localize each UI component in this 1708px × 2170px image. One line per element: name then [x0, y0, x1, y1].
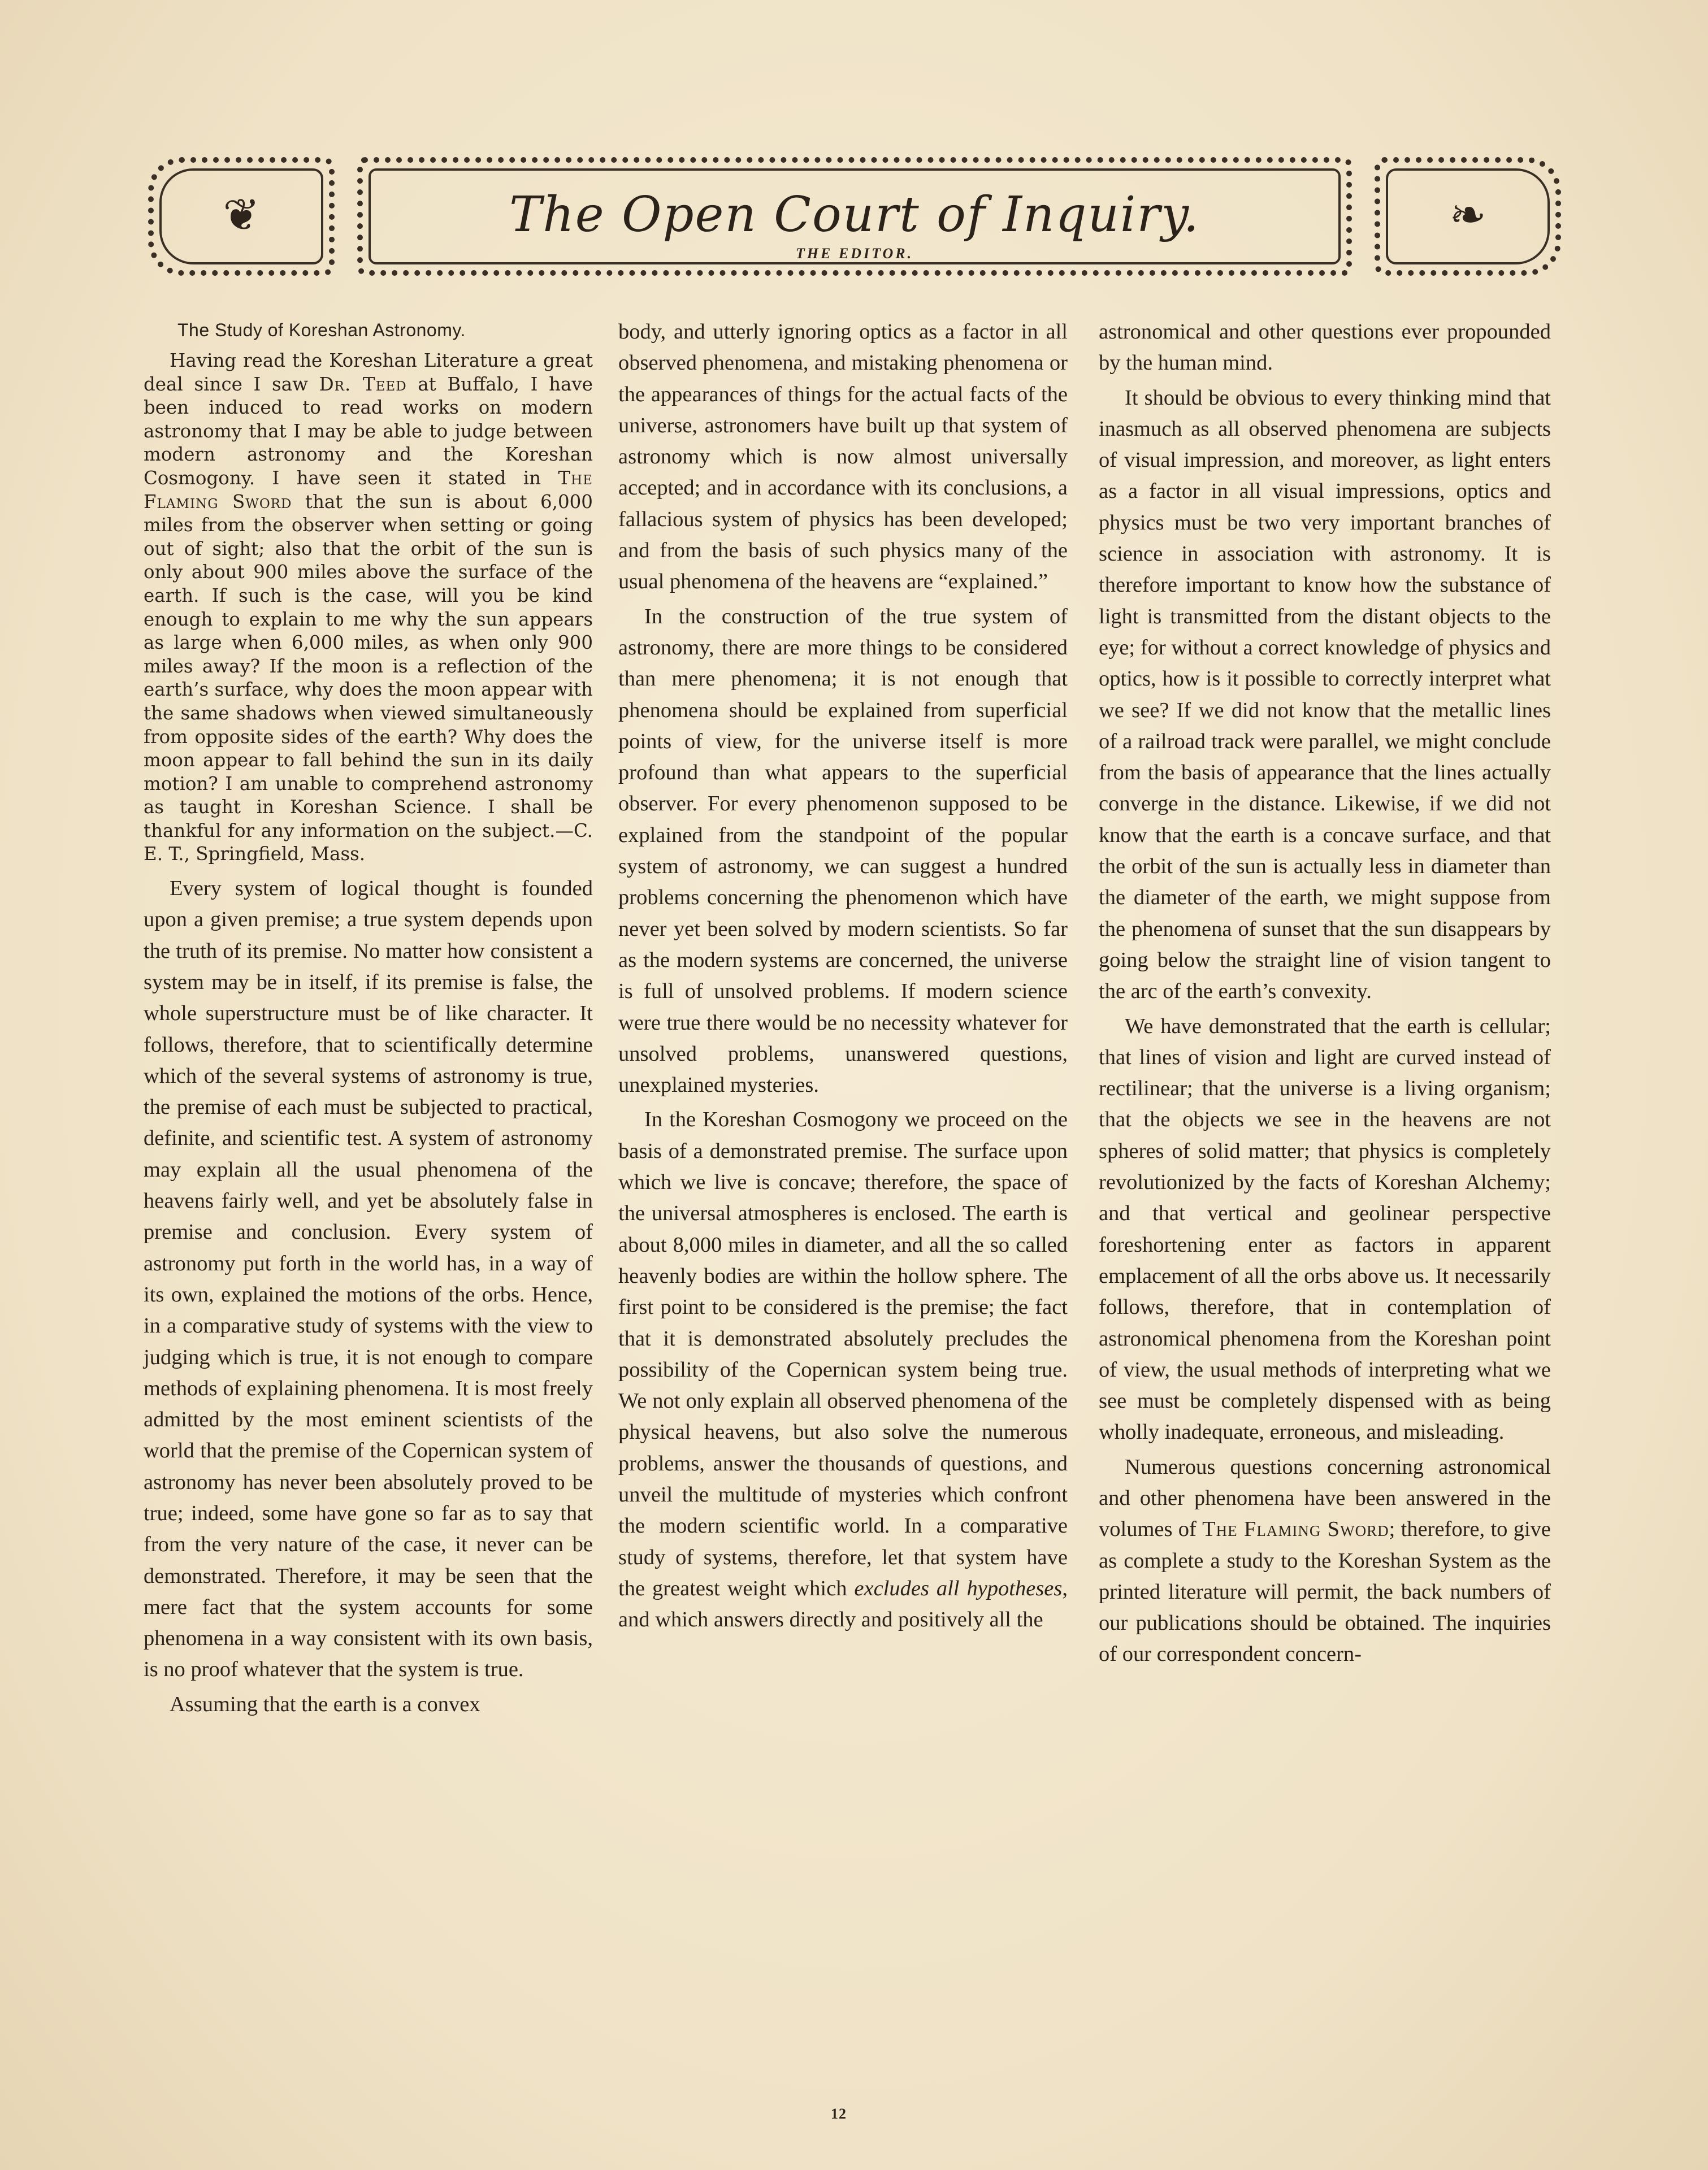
left-ornament-frame [148, 157, 335, 276]
paragraph: Every system of logical thought is founded upon a given premise; a true system depends upon the truth of its premise. No matter how consistent a system may be in itself, if its premise is false, the whole superstructure must be of like character. It follows, therefore, that to scientifically determine which of the several systems of astronomy is true, the premise of each must be subjected to practical, definite, and scientific test. A system of astronomy may explain all the usual phenomena of the heavens fairly well, and yet be absolutely false in premise and conclusion. Every system of astronomy put forth in the world has, in a way of its own, explained the motions of the orbs. Hence, in a comparative study of systems with the view to judging which is true, it is not enough to compare methods of explaining phenomena. It is most freely admitted by the most eminent scientists of the world that the premise of the Copernican system of astronomy has never been absolutely proved to be true; indeed, some have gone so far as to say that from the very nature of the case, it never can be demonstrated. Therefore, it may be seen that the mere fact that the system accounts for some phenomena in a way consistent with its own basis, is no proof whatever that the system is true. [144, 876, 593, 1682]
right-ornament-frame [1375, 157, 1561, 276]
paragraph: We have demonstrated that the earth is cellular; that lines of vision and light are curved instead of rectilinear; that the universe is a living organism; that the objects we see in the heavens are not spheres of solid matter; that physics is completely revolutionized by the facts of Koreshan Alchemy; and that vertical and geolinear perspective foreshortening enter as factors in apparent emplacement of all the orbs above us. It necessarily follows, therefore, that in contemplation of astronomical phenomena from the Koreshan point of view, the usual methods of interpreting what we see must be completely dispensed with as being wholly inadequate, erroneous, and misleading. [1099, 1014, 1551, 1444]
paragraph-continued: astronomical and other questions ever propounded by the human mind. [1099, 320, 1551, 375]
page-title: The Open Court of Inquiry. [509, 186, 1200, 243]
question-heading: The Study of Koreshan Astronomy. [177, 320, 466, 340]
fleuron-icon: ❦ [223, 190, 260, 240]
page-number: 12 [831, 2106, 847, 2122]
fleuron-icon: ❧ [1449, 190, 1486, 240]
section-header [148, 157, 1561, 279]
correspondent-letter: Having read the Koreshan Literature a great deal since I saw Dr. Teed at Buffalo, I have been induced to read works on modern astronomy that I may be able to judge between modern astronomy and the Koreshan Cosmogony. I have seen it stated in The Flaming Sword that the sun is about 6,000 miles from the observer when setting or going out of sight; also that the orbit of the sun is only about 900 miles above the surface of the earth. If such is the case, will you be kind enough to explain to me why the sun appears as large when 6,000 miles, as when only 900 miles away? If the moon is a reflection of the earth’s surface, why does the moon appear with the same shadows when viewed simultaneously from opposite sides of the earth? Why does the moon appear to fall behind the sun in its daily motion? I am unable to comprehend astronomy as taught in Koreshan Science. I shall be thankful for any information on the subject.—C. E. T., Springfield, Mass. [144, 350, 593, 865]
byline: THE EDITOR. [795, 245, 914, 262]
paragraph: It should be obvious to every thinking mind that inasmuch as all observed phenomena are subjects of visual impression, and moreover, as light enters as a factor in all visual impressions, optics and physics must be two very important branches of science in association with astronomy. It is therefore important to know how the substance of light is transmitted from the distant objects to the eye; for without a correct knowledge of physics and optics, how is it possible to correctly interpret what we see? If we did not know that the metallic lines of a railroad track were parallel, we might conclude from the basis of appearance that the lines actually converge in the distance. Likewise, if we did not know that the earth is a concave surface, and that the orbit of the sun is actually less in diameter than the diameter of the earth, we might suppose from the phenomena of sunset that the sun disappears by going below the straight line of vision tangent to the arc of the earth’s convexity. [1099, 385, 1551, 1004]
paragraph: In the construction of the true system of astronomy, there are more things to be considered than mere phenomena; it is not enough that phenomena should be explained from superficial points of view, for the universe itself is more profound than what appears to the superficial observer. For every phenomenon supposed to be explained from the standpoint of the popular system of astronomy, we can suggest a hundred problems concerning the phenomenon which have never yet been solved by modern scientists. So far as the modern systems are concerned, the universe is full of unsolved problems. If modern science were true there would be no necessity whatever for unsolved problems, unanswered questions, unexplained mysteries. [618, 604, 1068, 1097]
column-1 [144, 316, 593, 1720]
title-frame [357, 157, 1352, 276]
column-3 [1099, 316, 1551, 1670]
paragraph: Assuming that the earth is a convex [170, 1692, 480, 1716]
paragraph: In the Koreshan Cosmogony we proceed on the basis of a demonstrated premise. The surface upon which we live is concave; therefore, the space of the universal atmospheres is enclosed. The earth is about 8,000 miles in diameter, and all the so called heavenly bodies are within the hollow sphere. The first point to be considered is the premise; the fact that it is demonstrated absolutely precludes the possibility of the Copernican system being true. We not only explain all observed phenomena of the physical heavens, but also solve the numerous problems, answer the thousands of questions, and unveil the multitude of mysteries which confront the modern scientific world. In a comparative study of systems, therefore, let that system have the greatest weight which excludes all hypotheses, and which answers directly and positively all the [618, 1108, 1068, 1632]
paragraph-continued: body, and utterly ignoring optics as a factor in all observed phenomena, and mistaking phenomena or the appearances of things for the actual facts of the universe, astronomers have built up that system of astronomy which is now almost universally accepted; and in accordance with its conclusions, a fallacious system of physics has been developed; and from the basis of such physics many of the usual phenomena of the heavens are “explained.” [618, 320, 1068, 594]
paragraph: Numerous questions concerning astronomical and other phenomena have been answered in the volumes of The Flaming Sword; therefore, to give as complete a study to the Koreshan System as the printed literature will permit, the back numbers of our publications should be obtained. The inquiries of our correspondent concern- [1099, 1455, 1551, 1666]
column-2 [618, 316, 1068, 1635]
